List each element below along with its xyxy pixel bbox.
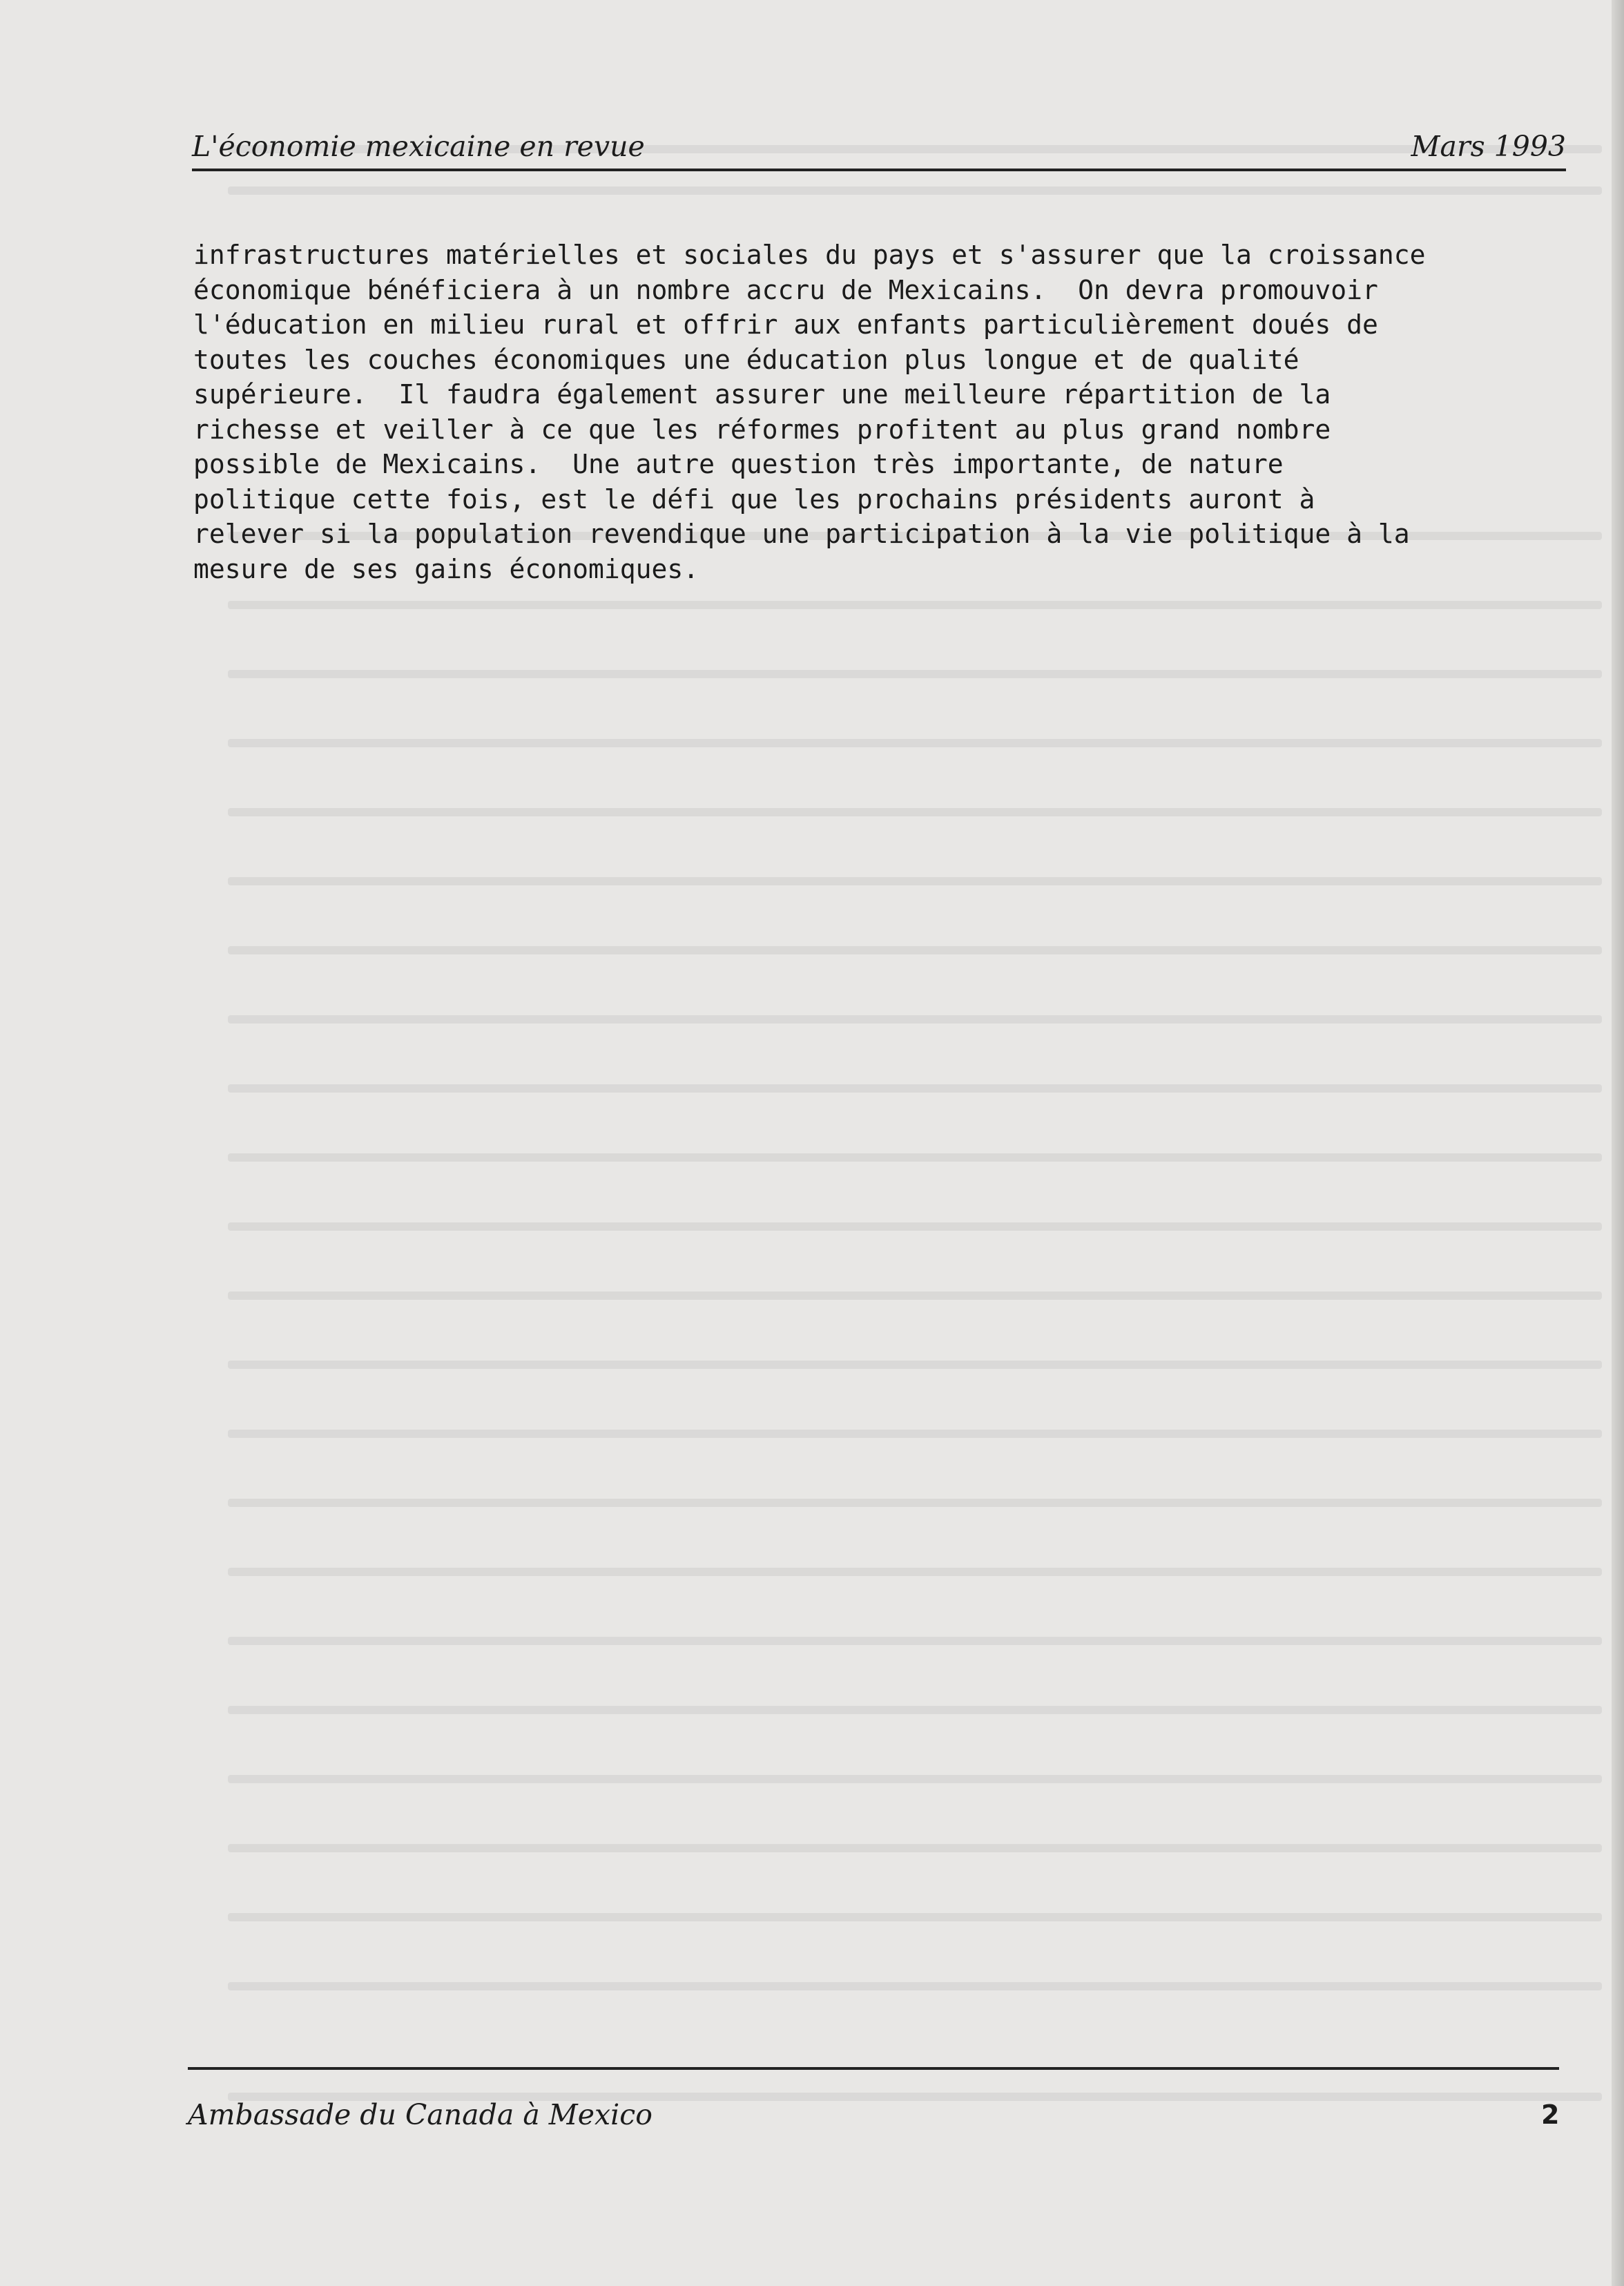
publication-title: L'économie mexicaine en revue xyxy=(192,130,645,163)
page-edge-shadow xyxy=(1612,0,1624,2286)
body-line: politique cette fois, est le défi que les prochains présidents auront à xyxy=(193,483,1315,515)
body-line: relever si la population revendique une participation à la vie politique à la xyxy=(193,519,1410,549)
body-line: toutes les couches économiques une éducation plus longue et de qualité xyxy=(193,344,1299,375)
body-line: l'éducation en milieu rural et offrir aux enfants particulièrement doués de xyxy=(193,309,1378,340)
body-line: richesse et veiller à ce que les réformes profitent au plus grand nombre xyxy=(193,414,1331,445)
issue-date: Mars 1993 xyxy=(1411,130,1566,163)
body-line: mesure de ses gains économiques. xyxy=(193,553,699,584)
body-line: possible de Mexicains. Une autre question très importante, de nature xyxy=(193,449,1284,479)
footer-divider xyxy=(188,2067,1559,2070)
page-header xyxy=(192,130,1566,166)
body-line: économique bénéficiera à un nombre accru de Mexicains. On devra promouvoir xyxy=(193,274,1378,305)
body-line: supérieure. Il faudra également assurer une meilleure répartition de la xyxy=(193,379,1331,410)
body-line: infrastructures matérielles et sociales du pays et s'assurer que la croissance xyxy=(193,240,1426,270)
page-number: 2 xyxy=(1541,2100,1560,2130)
header-divider xyxy=(192,169,1566,171)
body-paragraph xyxy=(193,238,1567,586)
footer-organization: Ambassade du Canada à Mexico xyxy=(188,2098,652,2131)
